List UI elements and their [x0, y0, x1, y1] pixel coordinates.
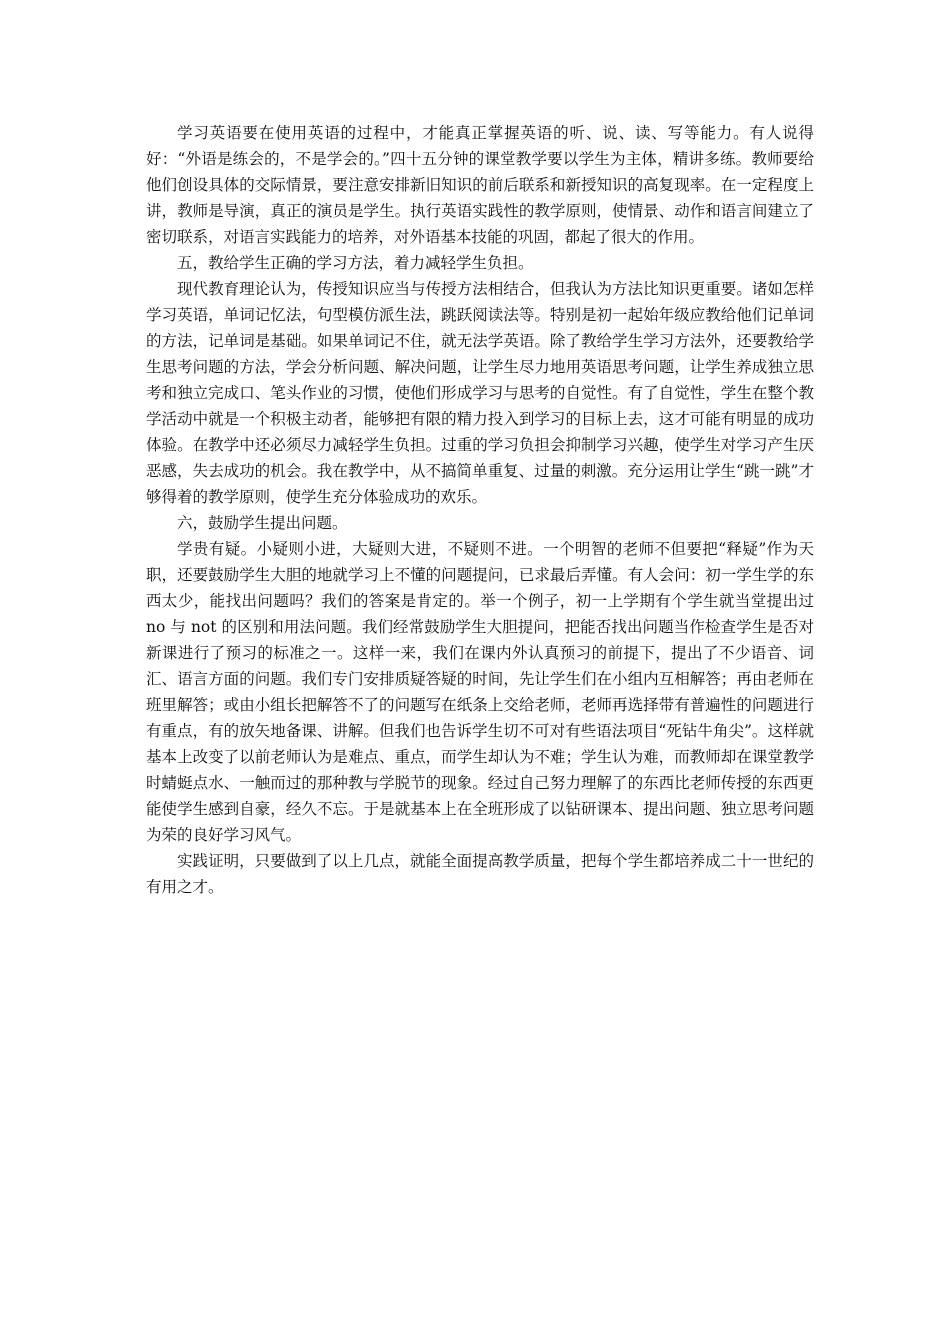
paragraph: 学贵有疑。小疑则小进，大疑则大进，不疑则不进。一个明智的老师不但要把“释疑”作为天职，还要鼓励学生大胆的地就学习上不懂的问题提问，已求最后弄懂。有人会问：初一学生学的东西太少，能找出问题吗？我们的答案是肯定的。举一个例子，初一上学期有个学生就当堂提出过 no 与 not 的区别和用法问题。我们经常鼓励学生大胆提问，把能否找出问题当作检查学生是否对新课进行了预习的标准之一。这样一来，我们在课内外认真预习的前提下，提出了不少语音、词汇、语言方面的问题。我们专门安排质疑答疑的时间，先让学生们在小组内互相解答；再由老师在班里解答；或由小组长把解答不了的问题写在纸条上交给老师，老师再选择带有普遍性的问题进行有重点，有的放矢地备课、讲解。但我们也告诉学生切不可对有些语法项目“死钻牛角尖”。这样就基本上改变了以前老师认为是难点、重点，而学生却认为不难；学生认为难，而教师却在课堂教学时蜻蜓点水、一触而过的那种教与学脱节的现象。经过自己努力理解了的东西比老师传授的东西更能使学生感到自豪，经久不忘。于是就基本上在全班形成了以钻研课本、提出问题、独立思考问题为荣的良好学习风气。: [146, 540, 814, 844]
paragraph: 学习英语要在使用英语的过程中，才能真正掌握英语的听、说、读、写等能力。有人说得好：“外语是练会的，不是学会的。”四十五分钟的课堂教学要以学生为主体，精讲多练。教师要给他们创设具体的交际情景，要注意安排新旧知识的前后联系和新授知识的高复现率。在一定程度上讲，教师是导演，真正的演员是学生。执行英语实践性的教学原则，使情景、动作和语言间建立了密切联系，对语言实践能力的培养，对外语基本技能的巩固，都起了很大的作用。: [146, 124, 814, 246]
paragraph: 现代教育理论认为，传授知识应当与传授方法相结合，但我认为方法比知识更重要。诸如怎样学习英语，单词记忆法，句型模仿派生法，跳跃阅读法等。特别是初一起始年级应教给他们记单词的方法，记单词是基础。如果单词记不住，就无法学英语。除了教给学生学习方法外，还要教给学生思考问题的方法，学会分析问题、解决问题，让学生尽力地用英语思考问题，让学生养成独立思考和独立完成口、笔头作业的习惯，使他们形成学习与思考的自觉性。有了自觉性，学生在整个教学活动中就是一个积极主动者，能够把有限的精力投入到学习的目标上去，这才可能有明显的成功体验。在教学中还必须尽力减轻学生负担。过重的学习负担会抑制学习兴趣，使学生对学习产生厌恶感，失去成功的机会。我在教学中，从不搞简单重复、过量的刺激。充分运用让学生“跳一跳”才够得着的教学原则，使学生充分体验成功的欢乐。: [146, 280, 814, 506]
section-heading: 六，鼓励学生提出问题。: [177, 514, 348, 532]
section-heading: 五，教给学生正确的学习方法，着力减轻学生负担。: [177, 254, 534, 272]
paragraph: 实践证明，只要做到了以上几点，就能全面提高教学质量，把每个学生都培养成二十一世纪的有用之才。: [146, 852, 814, 896]
document-body: [146, 120, 814, 900]
